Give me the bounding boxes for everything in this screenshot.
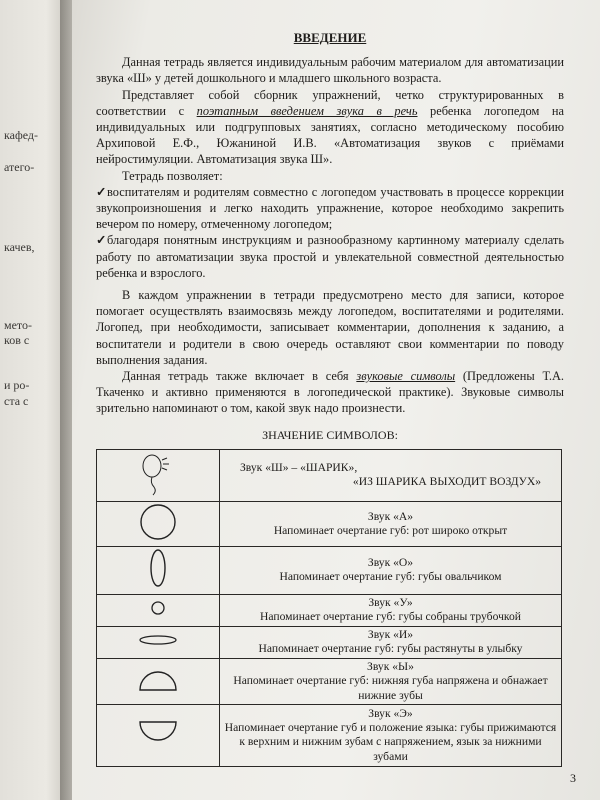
notes-paragraph: В каждом упражнении в тетради предусмотрено место для записи, которое помогает осуществлять взаимосвязь между логопедом, воспитателями и родителями. Логопед, при необходимости, записывает комментарии, дополнения к заданию, а воспитатели и родители в свою очередь оставляют свои комментарии по поводу выполнения задания. (96, 288, 564, 367)
symbol-row (97, 547, 562, 594)
lower-half-circle-icon (134, 718, 182, 748)
bullet-text: благодаря понятным инструкциям и разнообразному картинному материалу сделать работу по автоматизации звука простой и увлекательной совместной деятельностью ребенка и взрослого. (96, 233, 564, 280)
symbol-sound: Звук «У» (368, 595, 413, 609)
structure-underlined-phrase: поэтапным введением звука в речь (196, 103, 418, 118)
symbols-underlined-phrase: звуковые символы (356, 369, 456, 384)
symbol-sound: Звук «Ш» – «ШАРИК», (240, 460, 358, 474)
symbol-row (97, 501, 562, 546)
facing-page-fragment: мето- (4, 318, 33, 332)
symbol-icon-cell (97, 449, 220, 501)
allows-heading: Тетрадь позволяет: (122, 168, 223, 183)
symbol-meaning: Напоминает очертание губ: губы овальчиком (279, 570, 502, 584)
symbol-icon-cell (97, 547, 220, 594)
small-circle-icon (147, 597, 169, 619)
symbols-table (96, 449, 562, 767)
symbols-paragraph (96, 368, 564, 417)
symbol-description (220, 704, 562, 766)
symbol-sound: Звук «Ы» (367, 659, 414, 673)
intro-paragraph: Данная тетрадь является индивидуальным рабочим материалом для автоматизации звука «Ш» у детей дошкольного и младшего школьного возраста. (96, 55, 564, 86)
symbol-meaning: Напоминает очертание губ: губы растянуты в улыбку (258, 642, 523, 656)
balloon-icon (133, 450, 183, 496)
facing-page (0, 0, 66, 800)
symbol-meaning: Напоминает очертание губ: нижняя губа напряжена и обнажает нижние зубы (233, 674, 548, 702)
bullet-text: воспитателям и родителям совместно с логопедом участвовать в процессе коррекции звукопроизношения и легко находить упражнение, которое необходимо закрепить вечером по номеру, отмеченному логопедом; (96, 184, 564, 232)
symbol-row (97, 594, 562, 626)
symbol-row (97, 704, 562, 766)
symbol-row (97, 626, 562, 658)
page-number: 3 (570, 771, 576, 785)
symbol-description (220, 658, 562, 704)
symbol-description (220, 626, 562, 658)
symbol-description (220, 594, 562, 626)
oval-mouth-icon (146, 547, 170, 589)
facing-page-fragment: кафед- (4, 128, 39, 142)
facing-page-fragment: ста с (4, 394, 29, 408)
symbol-icon-cell (97, 658, 220, 704)
page-title: ВВЕДЕНИЕ (293, 30, 367, 45)
facing-page-fragment: качев, (4, 240, 35, 254)
page-content (96, 30, 564, 767)
symbol-description (220, 449, 562, 501)
symbol-description (220, 501, 562, 546)
facing-page-fragment: ков с (4, 333, 30, 347)
symbol-row (97, 449, 562, 501)
structure-text-end: ребенка логопедом на индивидуальных или подгрупповых занятиях, согласно методическому пособию Архиповой Е.Ф., Южаниной И.В. «Автоматизация звуков с приёмами нейростимуляции. Автоматизация звука Ш». (96, 103, 564, 167)
flat-oval-icon (134, 632, 182, 648)
facing-page-fragment: и ро- (4, 378, 30, 392)
bullet-item (96, 232, 564, 281)
symbol-icon-cell (97, 501, 220, 546)
symbol-meaning: Напоминает очертание губ: рот широко открыт (273, 524, 508, 538)
symbol-sound: Звук «Э» (368, 706, 413, 720)
symbol-meaning: «ИЗ ШАРИКА ВЫХОДИТ ВОЗДУХ» (352, 475, 541, 489)
symbol-icon-cell (97, 704, 220, 766)
symbol-row (97, 658, 562, 704)
facing-page-fragment: атего- (4, 160, 35, 174)
symbols-text-start: Данная тетрадь также включает в себя (122, 369, 357, 384)
symbol-icon-cell (97, 594, 220, 626)
symbols-text-end: (Предложены Т.А. Ткаченко и активно применяются в логопедической практике). Звуковые символы зрительно напоминают о том, какой звук надо произнести. (96, 369, 564, 416)
book-page (72, 0, 600, 800)
upper-half-circle-icon (134, 664, 182, 694)
symbol-description (220, 547, 562, 594)
symbol-meaning: Напоминает очертание губ: губы собраны трубочкой (260, 610, 521, 624)
symbol-icon-cell (97, 626, 220, 658)
circle-mouth-icon (138, 502, 178, 542)
structure-text-start: Представляет собой сборник упражнений, четко структурированных в соответствии с (96, 87, 564, 118)
symbol-sound: Звук «И» (367, 627, 414, 641)
symbol-meaning: Напоминает очертание губ и положение языка: губы прижимаются к верхним и нижним зубам с напряжением, язык за нижними зубами (224, 721, 557, 763)
symbol-sound: Звук «О» (367, 556, 414, 570)
bullet-item (96, 184, 564, 233)
checkmark-icon: ✓ (96, 233, 107, 248)
symbol-sound: Звук «А» (367, 509, 414, 523)
structure-paragraph (96, 87, 564, 168)
symbols-heading: ЗНАЧЕНИЕ СИМВОЛОВ: (262, 427, 398, 442)
checkmark-icon: ✓ (96, 184, 107, 199)
